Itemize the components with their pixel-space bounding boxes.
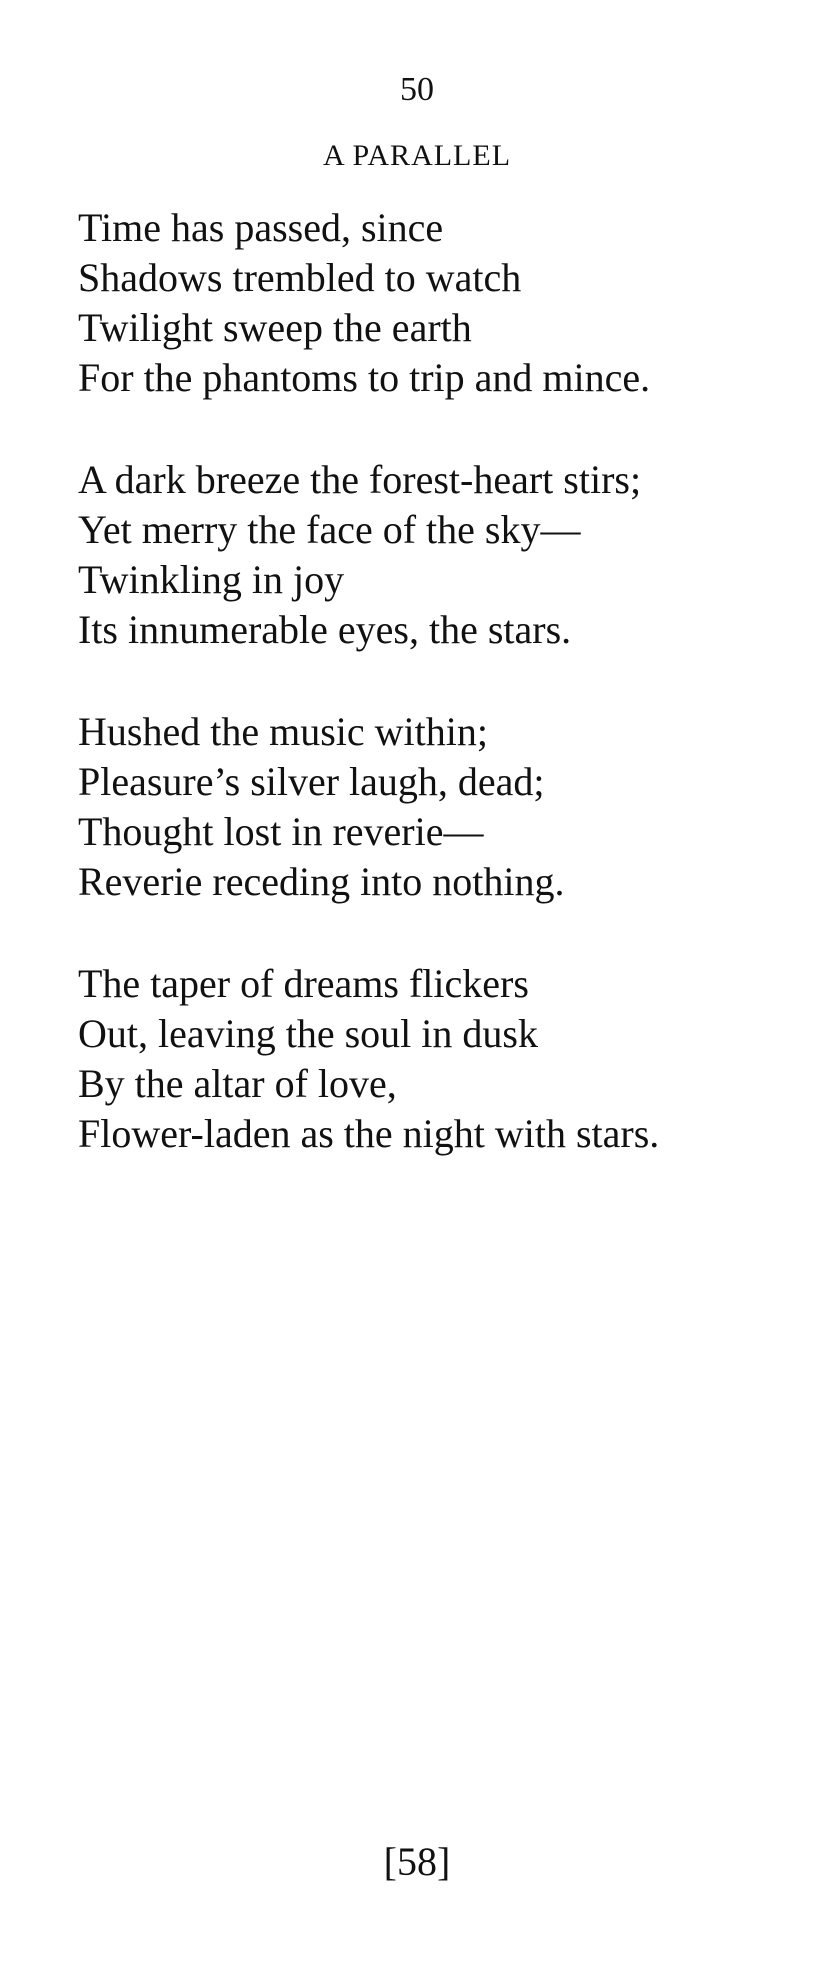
poem-line: Out, leaving the soul in dusk bbox=[78, 1011, 538, 1056]
poem-line: Twinkling in joy bbox=[78, 557, 345, 602]
poem-line: A dark breeze the forest-heart stirs; bbox=[78, 457, 642, 502]
page-folio: [58] bbox=[383, 1839, 451, 1884]
poem-line: Reverie receding into nothing. bbox=[78, 859, 565, 904]
poem-line: Hushed the music within; bbox=[78, 709, 488, 754]
poem-line: Yet merry the face of the sky— bbox=[78, 507, 581, 552]
poem-line: Twilight sweep the earth bbox=[78, 305, 472, 350]
poem-line: The taper of dreams flickers bbox=[78, 961, 529, 1006]
stanza-3 bbox=[78, 707, 823, 907]
poem-line: Its innumerable eyes, the stars. bbox=[78, 607, 572, 652]
stanza-4 bbox=[78, 959, 823, 1159]
poem-number: 50 bbox=[400, 71, 434, 108]
poem-line: Shadows trembled to watch bbox=[78, 255, 522, 300]
poem-line: For the phantoms to trip and mince. bbox=[78, 355, 651, 400]
poem-line: By the altar of love, bbox=[78, 1061, 397, 1106]
poem-line: Flower-laden as the night with stars. bbox=[78, 1111, 660, 1156]
stanza-1 bbox=[78, 203, 823, 403]
poem-line: Time has passed, since bbox=[78, 205, 444, 250]
stanza-2 bbox=[78, 455, 823, 655]
poem-line: Thought lost in reverie— bbox=[78, 809, 484, 854]
poem-title: A PARALLEL bbox=[322, 139, 512, 172]
poem-line: Pleasure’s silver laugh, dead; bbox=[78, 759, 545, 804]
poem-body bbox=[78, 203, 823, 1211]
